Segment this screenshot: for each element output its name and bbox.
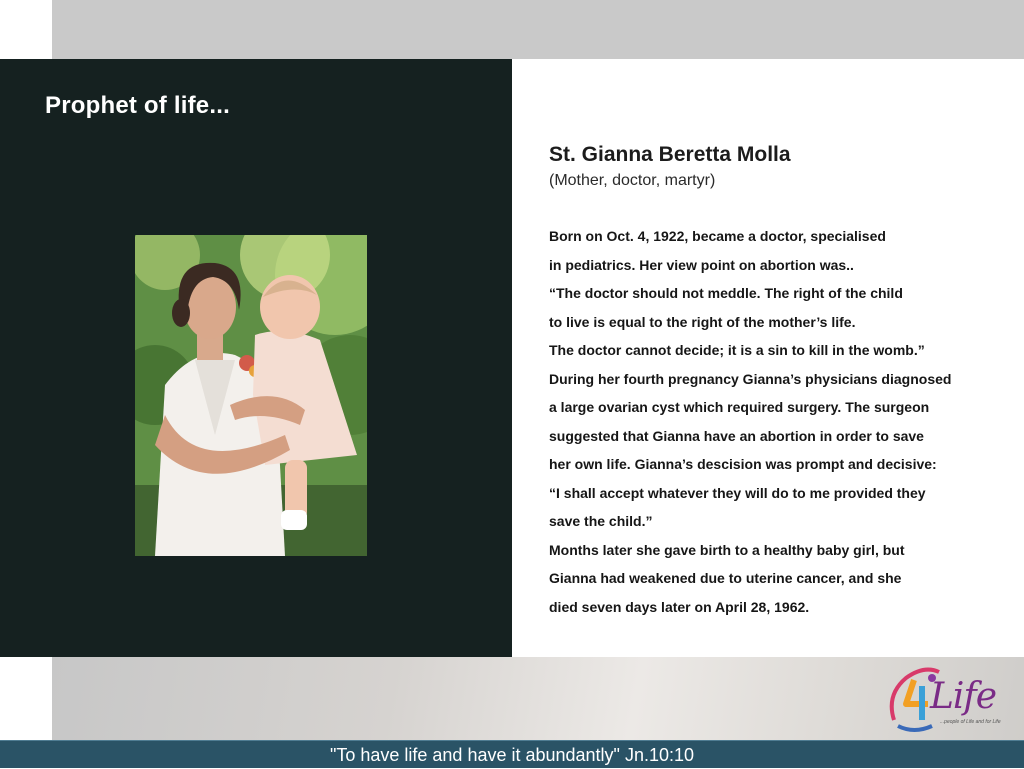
saint-roles: (Mother, doctor, martyr)	[549, 172, 716, 189]
top-band	[52, 0, 1024, 59]
slide-heading: Prophet of life...	[45, 92, 230, 119]
biography-line: her own life. Gianna’s descision was prompt and decisive:	[549, 456, 937, 472]
biography-line: “I shall accept whatever they will do to me provided they	[549, 484, 926, 501]
biography-line: save the child.”	[549, 513, 653, 529]
footer-bar	[0, 740, 1024, 768]
biography-text	[549, 222, 1009, 621]
biography-line: The doctor cannot decide; it is a sin to kill in the womb.”	[549, 342, 925, 358]
biography-line: During her fourth pregnancy Gianna’s physicians diagnosed	[549, 370, 952, 387]
biography-line: “The doctor should not meddle. The right of the child	[549, 285, 903, 301]
biography-line: a large ovarian cyst which required surgery. The surgeon	[549, 399, 930, 415]
biography-line: suggested that Gianna have an abortion in order to save	[549, 427, 924, 444]
biography-line: Born on Oct. 4, 1922, became a doctor, specialised	[549, 228, 886, 244]
biography-line: died seven days later on April 28, 1962.	[549, 598, 810, 615]
footer-quote: "To have life and have it abundantly" Jn.10:10	[329, 745, 695, 765]
biography-line: Months later she gave birth to a healthy baby girl, but	[549, 541, 905, 558]
bottom-band	[52, 657, 1024, 740]
portrait-photo	[135, 235, 367, 556]
photo-illustration	[135, 235, 367, 556]
biography-line: to live is equal to the right of the mother’s life.	[549, 313, 856, 330]
saint-name: St. Gianna Beretta Molla	[549, 143, 791, 166]
biography-line: Gianna had weakened due to uterine cancer, and she	[549, 570, 902, 586]
logo-tagline: ...people of Life and for Life	[940, 719, 1001, 725]
logo-word: Life	[930, 676, 997, 717]
biography-line: in pediatrics. Her view point on abortion was..	[549, 256, 854, 273]
